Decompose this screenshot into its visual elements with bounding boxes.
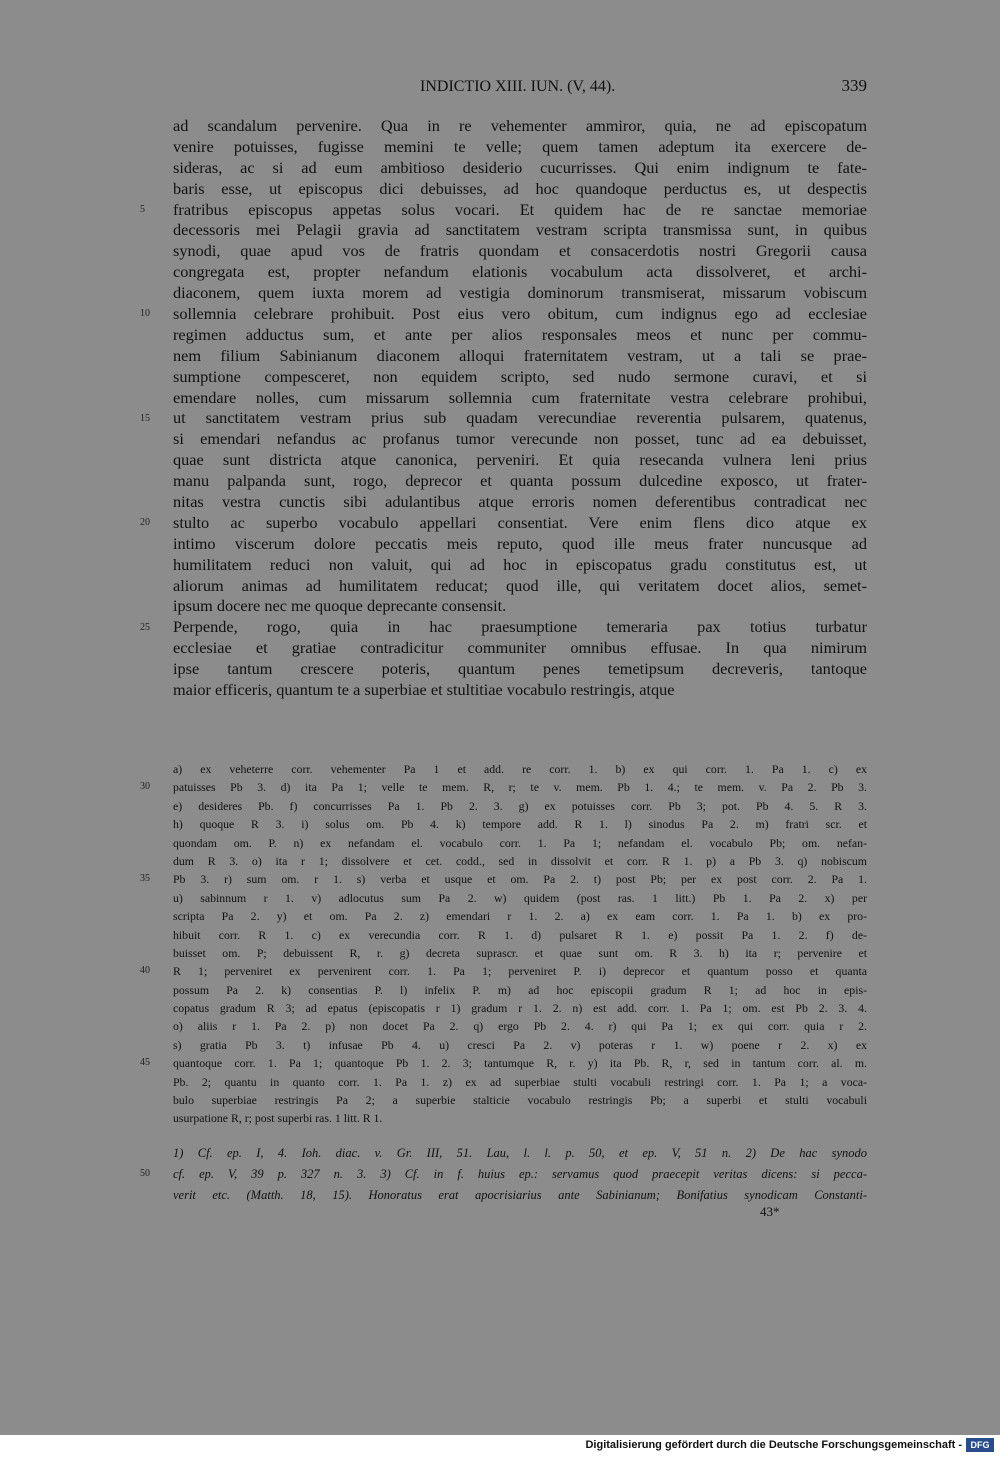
text-line: quae sunt districta atque canonica, perveniri. Et quia resecanda vulnera leni prius — [173, 450, 867, 470]
running-title: INDICTIO XIII. IUN. (V, 44). — [420, 78, 616, 95]
text-line: baris esse, ut episcopus dici debuisses, ad hoc quandoque perductus es, ut despectis — [173, 178, 867, 198]
note-line: o) aliis r 1. Pa 2. p) non docet Pa 2. q) ergo Pb 2. 4. r) qui Pa 1; ex qui corr. quia r 2. — [173, 1019, 867, 1034]
text-line: sumptione compesceret, non equidem scripto, sed nudo sermone curavi, et si — [173, 366, 867, 386]
text-line: ut sanctitatem vestram prius sub quadam verecundiae reverentia pulsarem, quatenus, — [173, 408, 867, 428]
line-number: 45 — [140, 1057, 150, 1069]
dfg-logo: DFG — [966, 1438, 994, 1452]
main-text — [173, 116, 867, 701]
footer-bar — [0, 1435, 1000, 1457]
critical-apparatus — [173, 760, 867, 1128]
text-line: nem filium Sabinianum diaconem alloqui fraternitatem vestram, ut a tali se prae- — [173, 345, 867, 365]
text-line: ipsum docere nec me quoque deprecante consensit. — [173, 596, 507, 616]
note-line: R 1; perveniret ex pervenirent corr. 1. Pa 1; perveniret P. i) deprecor et quantum posso et quanta — [173, 964, 867, 979]
note-line: quondam om. P. n) ex nefandam el. vocabulo corr. 1. Pa 1; nefandam el. vocabulo Pb; om. nefan- — [173, 835, 867, 850]
text-line: maior efficeris, quantum te a superbiae et stultitiae vocabulo restringis, atque — [173, 680, 675, 700]
note-line: usurpatione R, r; post superbi ras. 1 litt. R 1. — [173, 1111, 383, 1126]
text-line: venire potuisses, fugisse memini te velle; quem tamen adeptum ita exercere de- — [173, 136, 867, 156]
text-line: manu palpanda sunt, rogo, deprecor et quanta possum dulcedine exposco, ut frater- — [173, 471, 867, 491]
line-number: 30 — [140, 781, 150, 793]
note-line: quantoque corr. 1. Pa 1; quantoque Pb 1. 2. 3; tantumque R, r. y) ita Pb. R, r, sed in tantum corr. al. m. — [173, 1056, 867, 1071]
note-line: buisset om. P; debuissent R, r. g) decreta suprascr. et quae sunt om. R 3. h) ita r; pervenire et — [173, 945, 867, 960]
text-line: nitas vestra cunctis sibi adulantibus atque erroris nomen deferentibus contradicat nec — [173, 492, 867, 512]
line-number: 40 — [140, 965, 150, 977]
line-number: 50 — [140, 1168, 150, 1179]
note-line: hibuit corr. R 1. c) ex verecundia corr. R 1. d) pulsaret R 1. e) possit Pa 1. 2. f) de- — [173, 927, 867, 942]
line-number: 15 — [140, 412, 150, 424]
text-line: ad scandalum pervenire. Qua in re vehementer ammiror, quia, ne ad episcopatum — [173, 116, 867, 135]
note-line: Pb. 2; quantu in quanto corr. 1. Pa 1. z) ex ad superbiae stulti vocabuli restringi corr. 1. Pa 1; a voca- — [173, 1074, 867, 1089]
text-line: emendare nolles, cum missarum sollemnia cum fraternitate vestra celebrare prohibui, — [173, 387, 867, 407]
note-line: dum R 3. o) ita r 1; dissolvere et cet. codd., sed in dissolvit et corr. R 1. p) a Pb 3. q) nobiscum — [173, 853, 867, 868]
text-line: congregata est, propter nefandum elationis vocabulum acta dissolveret, et archi- — [173, 262, 867, 282]
text-line: Perpende, rogo, quia in hac praesumptione temeraria pax totius turbatur — [173, 617, 867, 637]
text-line: fratribus episcopus appetas solus vocari. Et quidem hac de re sanctae memoriae — [173, 199, 867, 219]
text-line: si emendari nefandus ac profanus tumor verecunde non posset, tunc ad ea debuisset, — [173, 429, 867, 449]
note-line: u) sabinnum r 1. v) adlocutus sum Pa 2. w) quidem (post ras. 1 litt.) Pb 1. Pa 2. x) per — [173, 890, 867, 905]
running-header — [420, 76, 867, 96]
source-line: verit etc. (Matth. 18, 15). Honoratus erat apocrisiarius ante Sabinianum; Bonifatius synodicam Constanti- — [173, 1188, 867, 1202]
text-line: decessoris mei Pelagii gravia ad sanctitatem vestram scripta transmissa sunt, in quibus — [173, 220, 867, 240]
line-number: 25 — [140, 621, 150, 633]
note-line: h) quoque R 3. i) solus om. Pb 4. k) tempore add. R 1. l) sinodus Pa 2. m) fratri scr. et — [173, 817, 867, 832]
line-number: 35 — [140, 873, 150, 885]
note-line: scripta Pa 2. y) et om. Pa 2. z) emendari r 1. 2. a) ex eam corr. 1. Pa 1. b) ex pro- — [173, 909, 867, 924]
source-line: 1) Cf. ep. I, 4. Ioh. diac. v. Gr. III, 51. Lau, l. l. p. 50, et ep. V, 51 n. 2) De hac synodo — [173, 1146, 867, 1160]
text-line: humilitatem reduci non valuit, qui ad hoc in episcopatus gradu constitutus est, ut — [173, 554, 867, 574]
line-number: 5 — [140, 203, 145, 215]
footer-text: Digitalisierung gefördert durch die Deutsche Forschungsgemeinschaft - — [585, 1439, 962, 1451]
note-line: possum Pa 2. k) consentias P. l) infelix P. m) ad hoc episcopii gradum R 1; ad hoc in epis- — [173, 982, 867, 997]
source-notes — [173, 1143, 867, 1206]
text-line: regimen adductus sum, et ante per alios responsales meos et nunc per commu- — [173, 324, 867, 344]
line-number: 20 — [140, 517, 150, 529]
note-line: e) desideres Pb. f) concurrisses Pa 1. Pb 2. 3. g) ex potuisses corr. Pb 3; pot. Pb 4. 5. R 3. — [173, 798, 867, 813]
note-line: s) gratia Pb 3. t) infusae Pb 4. u) cresci Pa 2. v) poteras r 1. w) poene r 2. x) ex — [173, 1037, 867, 1052]
text-line: synodi, quae apud vos de fratris quondam et consacerdotis nostri Gregorii causa — [173, 241, 867, 261]
note-line: patuisses Pb 3. d) ita Pa 1; velle te mem. R, r; te v. mem. Pb 1. 4.; te mem. v. Pa 2. Pb 3. — [173, 780, 867, 795]
text-line: sideras, ac si ad eum ambitioso desiderio cucurrisses. Qui enim indignum te fate- — [173, 157, 867, 177]
note-line: bulo superbiae restringis Pa 2; a superbie stalticie vocabulo restringis Pb; a superbi et stulti vocabuli — [173, 1093, 867, 1108]
text-line: diaconem, quem iuxta morem ad vestigia dominorum transmiserat, missarum vobiscum — [173, 283, 867, 303]
note-line: a) ex veheterre corr. vehementer Pa 1 et add. re corr. 1. b) ex qui corr. 1. Pa 1. c) ex — [173, 762, 867, 776]
line-number: 10 — [140, 308, 150, 320]
text-line: ipse tantum crescere poteris, quantum penes temetipsum decreveris, tantoque — [173, 659, 867, 679]
source-line: cf. ep. V, 39 p. 327 n. 3. 3) Cf. in f. huius ep.: servamus quod praecepit veritas dicens: si pecca- — [173, 1167, 867, 1181]
note-line: Pb 3. r) sum om. r 1. s) verba et usque et om. Pa 2. t) post Pb; per ex post corr. 2. Pa 1. — [173, 872, 867, 887]
text-line: aliorum animas ad humilitatem reducat; quod ille, qui veritatem docet alios, semet- — [173, 575, 867, 595]
page-number: 339 — [841, 76, 867, 95]
signature-mark: 43* — [760, 1204, 780, 1219]
text-line: intimo viscerum dolore peccatis meis reputo, quod ille meus frater nuncusque ad — [173, 533, 867, 553]
note-line: copatus gradum R 3; ad epatus (episcopatis r 1) gradum r 1. 2. n) est add. corr. 1. Pa 1; om. est Pb 2. 3. 4. — [173, 1001, 867, 1016]
text-line: ecclesiae et gratiae contradicitur communiter omnibus effusae. In qua nimirum — [173, 638, 867, 658]
text-line: sollemnia celebrare prohibuit. Post eius vero obitum, cum indignus ego ad ecclesiae — [173, 304, 867, 324]
text-line: stulto ac superbo vocabulo appellari consentiat. Vere enim flens dico atque ex — [173, 512, 867, 532]
